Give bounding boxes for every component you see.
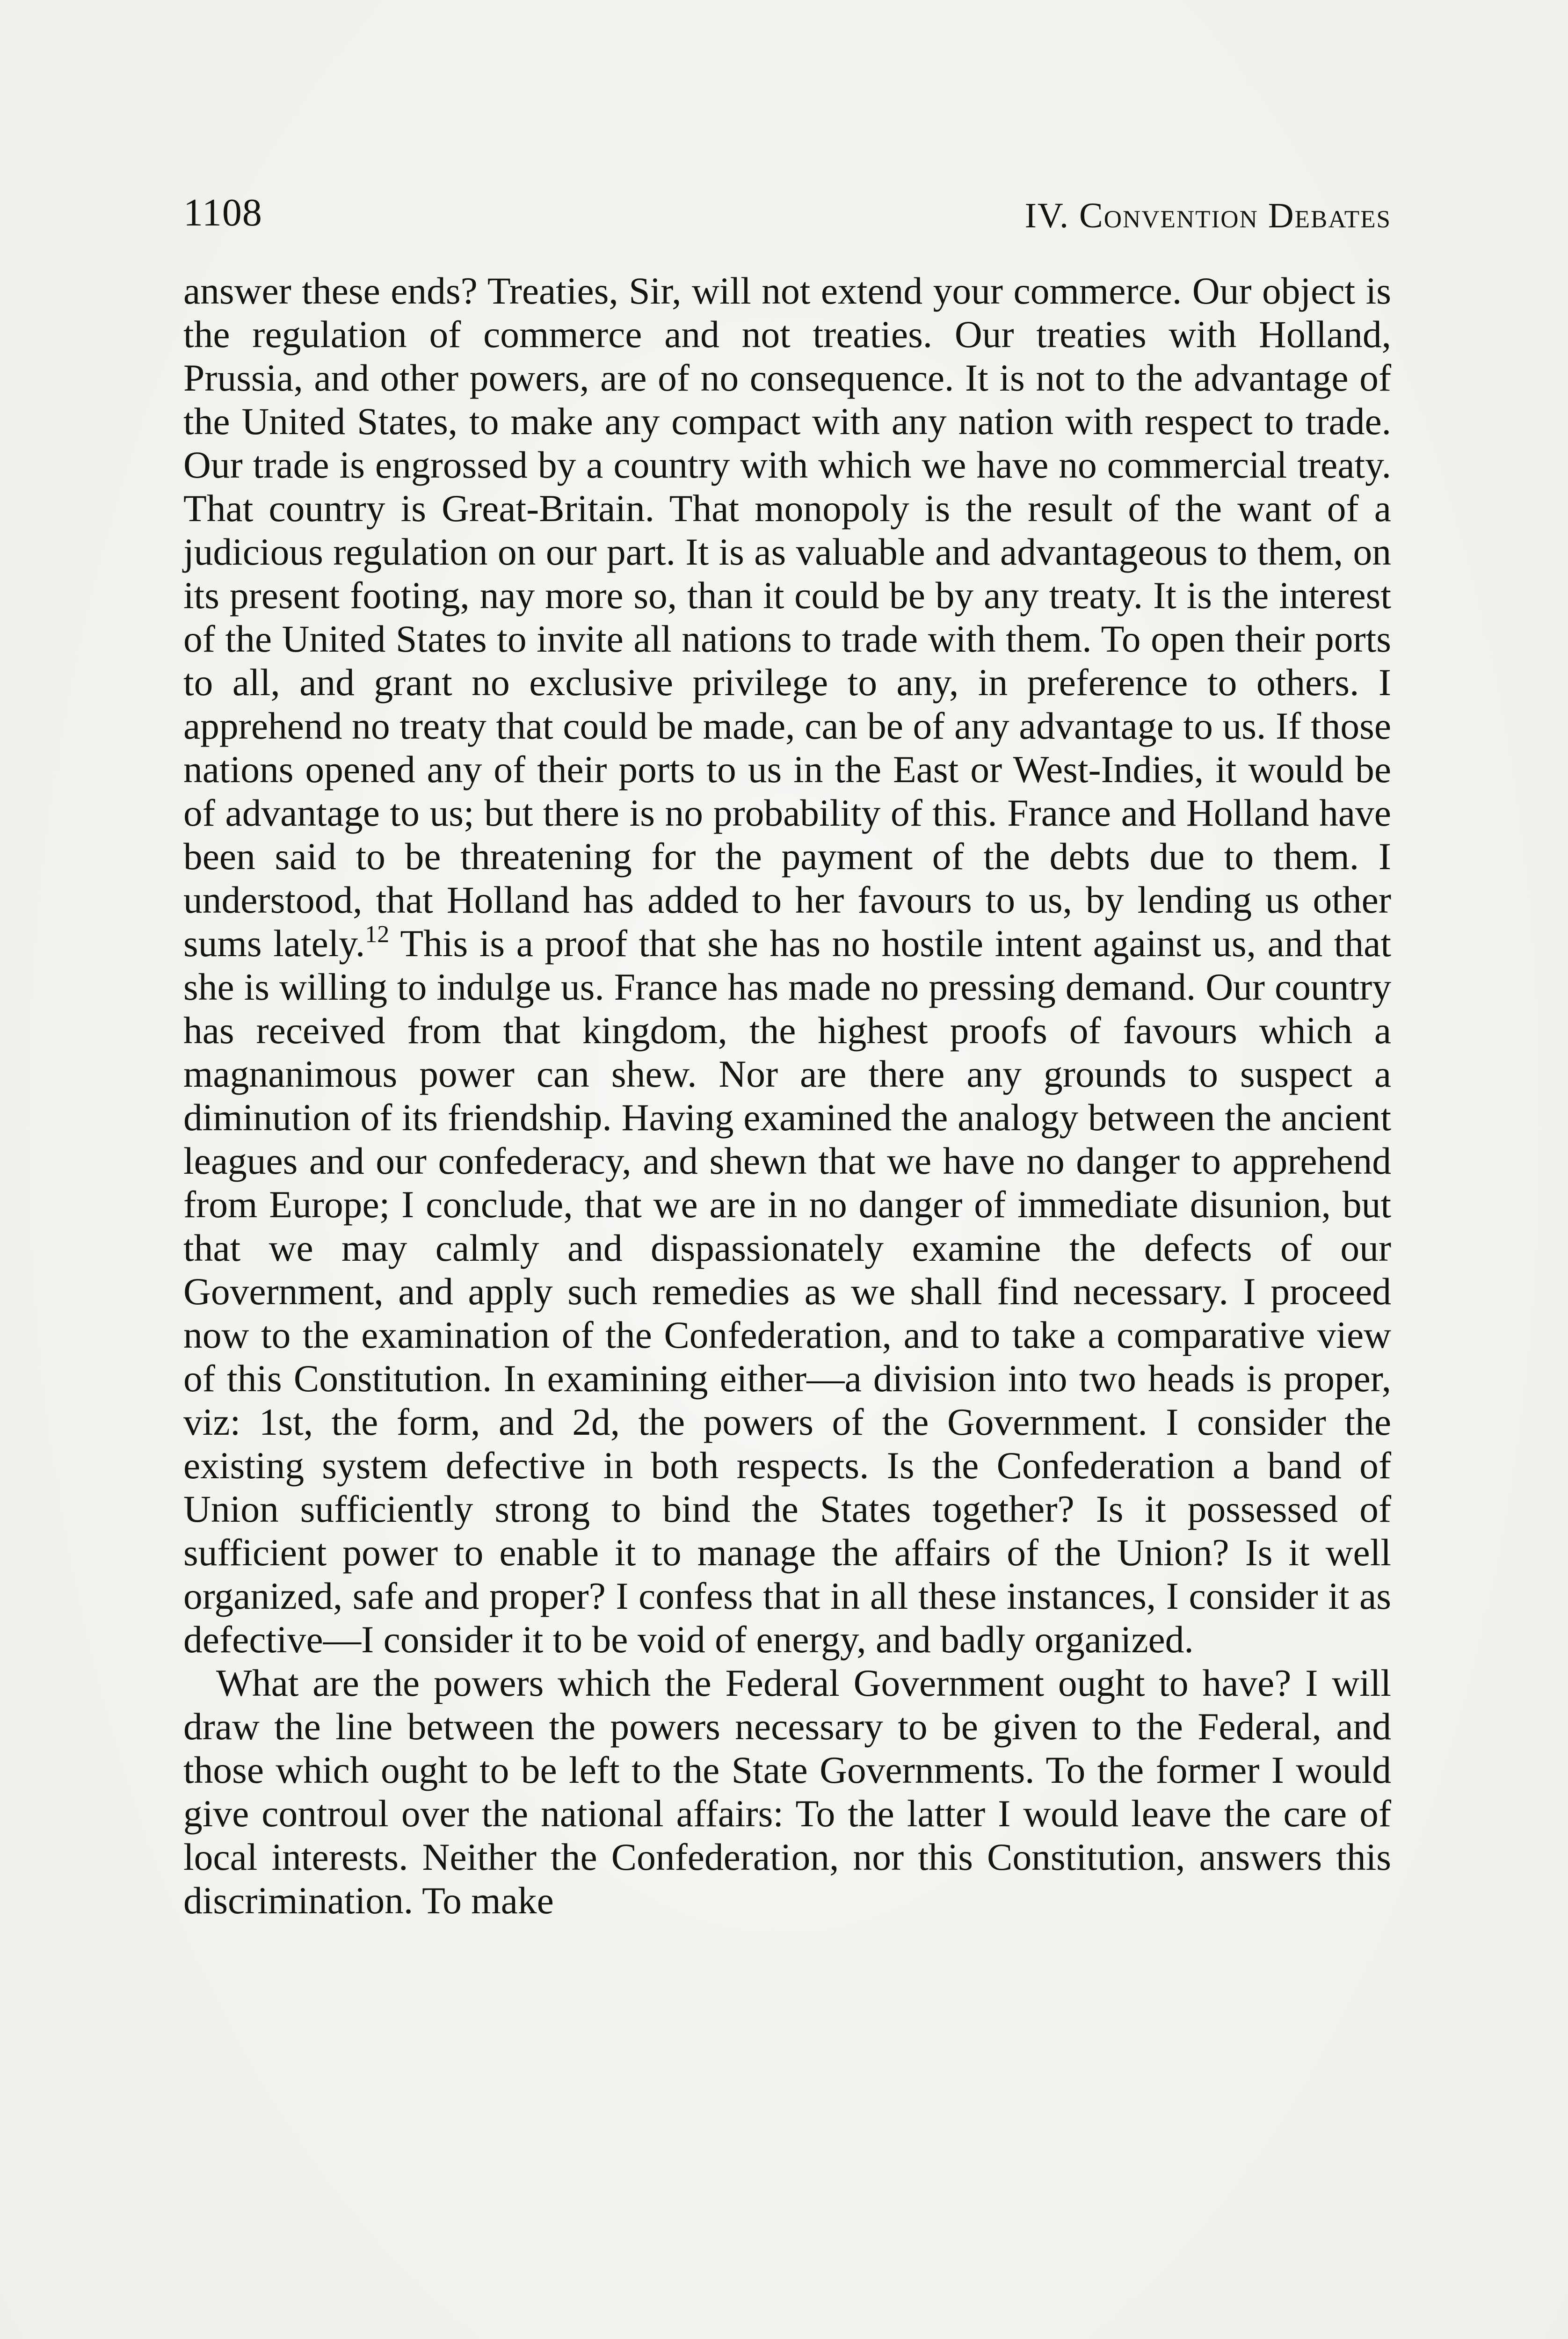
footnote-reference[interactable]: 12	[365, 921, 390, 948]
body-text	[183, 269, 1391, 1922]
page-number: 1108	[183, 191, 262, 234]
paragraph	[183, 269, 1391, 1661]
running-head: IV. Convention Debates	[1024, 196, 1391, 235]
page-header	[183, 187, 1391, 239]
paragraph-text-continued: This is a proof that she has no hostile intent against us, and that she is willing to indulge us. France has made no pressing demand. Our country has received from that kingdom, the highest proofs of favours which a magnanimous power can shew. Nor are there any grounds to suspect a diminution of its friendship. Having examined the analogy between the ancient leagues and our confederacy, and shewn that we have no danger to apprehend from Europe; I conclude, that we are in no danger of immediate disunion, but that we may calmly and dispassionately examine the defects of our Government, and apply such remedies as we shall find necessary. I proceed now to the examination of the Confederation, and to take a comparative view of this Constitution. In examining either—a division into two heads is proper, viz: 1st, the form, and 2d, the powers of the Government. I consider the existing system defective in both respects. Is the Confederation a band of Union sufficiently strong to bind the States together? Is it possessed of sufficient power to enable it to manage the affairs of the Union? Is it well organized, safe and proper? I confess that in all these instances, I consider it as defective—I consider it to be void of energy, and badly organized.	[183, 922, 1391, 1661]
paragraph: What are the powers which the Federal Government ought to have? I will draw the line between the powers necessary to be given to the Federal, and those which ought to be left to the State Governments. To the former I would give controul over the national affairs: To the latter I would leave the care of local interests. Neither the Confederation, nor this Constitution, answers this discrimination. To make	[183, 1662, 1391, 1922]
paragraph-text: answer these ends? Treaties, Sir, will not extend your commerce. Our object is the regulation of commerce and not treaties. Our treaties with Holland, Prussia, and other powers, are of no consequence. It is not to the advantage of the United States, to make any compact with any nation with respect to trade. Our trade is engrossed by a country with which we have no commercial treaty. That country is Great-Britain. That monopoly is the result of the want of a judicious regulation on our part. It is as valuable and advantageous to them, on its present footing, nay more so, than it could be by any treaty. It is the interest of the United States to invite all nations to trade with them. To open their ports to all, and grant no exclusive privilege to any, in preference to others. I apprehend no treaty that could be made, can be of any advantage to us. If those nations opened any of their ports to us in the East or West-Indies, it would be of advantage to us; but there is no probability of this. France and Holland have been said to be threatening for the payment of the debts due to them. I understood, that Holland has added to her favours to us, by lending us other sums lately.	[183, 269, 1391, 965]
